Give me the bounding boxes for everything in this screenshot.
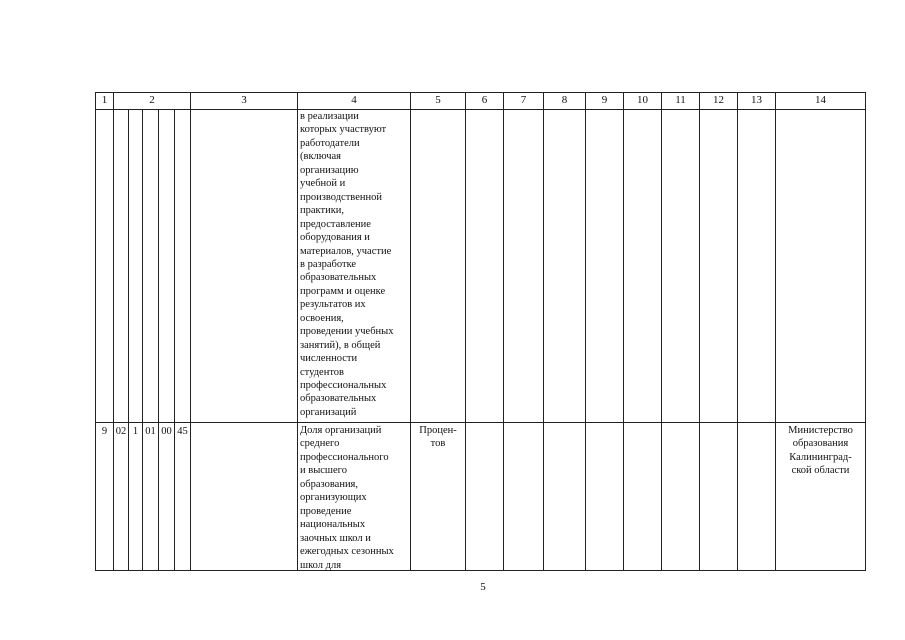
description-line: школ для: [300, 559, 342, 571]
unit-line: тов: [430, 438, 446, 450]
description-line: среднего: [300, 438, 340, 450]
description-line: образования,: [300, 478, 359, 490]
description-line: численности: [300, 353, 358, 365]
description-line: организацию: [300, 164, 359, 176]
col-line: [297, 92, 298, 571]
col-line: [410, 92, 411, 571]
executor-line: образования: [792, 438, 849, 450]
description-line: которых участвуют: [300, 124, 387, 136]
col-line: [465, 92, 466, 571]
code-subcol-line: [174, 109, 175, 571]
description-line: ежегодных сезонных: [300, 546, 394, 558]
header-divider: [95, 109, 866, 110]
col-line: [737, 92, 738, 571]
unit-line: Процен-: [419, 425, 457, 436]
header-cell-14: 14: [815, 94, 826, 106]
col-line: [503, 92, 504, 571]
code-cell: 01: [145, 426, 156, 437]
header-cell-8: 8: [561, 94, 568, 106]
col-line: [699, 92, 700, 571]
code-cell: 45: [177, 426, 188, 437]
description-line: занятий), в общей: [300, 339, 381, 351]
code-cell: 00: [161, 426, 172, 437]
header-cell-12: 12: [713, 94, 724, 106]
description-line: освоения,: [300, 312, 344, 324]
description-line: организаций: [300, 406, 357, 418]
header-cell-3: 3: [241, 94, 247, 106]
table-border-bottom: [95, 570, 866, 571]
description-line: профессиональных: [300, 380, 387, 391]
header-cell-9: 9: [601, 94, 608, 106]
description-line: и высшего: [300, 465, 347, 477]
description-line: в реализации: [300, 111, 359, 122]
executor-line: Калининград-: [789, 451, 852, 463]
header-cell-6: 6: [481, 94, 488, 106]
header-cell-7: 7: [520, 94, 527, 106]
row-divider: [95, 422, 866, 423]
description-line: производственной: [300, 191, 382, 203]
description-line: работодатели: [300, 137, 360, 149]
header-cell-4: 4: [351, 94, 357, 106]
description-line: заочных школ и: [300, 532, 371, 544]
col-line: [775, 92, 776, 571]
description-line: проведение: [300, 505, 352, 517]
code-subcol-line: [128, 109, 129, 571]
description-line: практики,: [300, 205, 345, 217]
header-cell-10: 10: [637, 94, 648, 106]
header-cell-1: 1: [101, 94, 108, 106]
description-line: в разработке: [300, 258, 357, 270]
description-line: программ и оценке: [300, 285, 386, 297]
description-line: предоставление: [300, 218, 371, 230]
col-line: [585, 92, 586, 571]
col-line: [95, 92, 96, 571]
description-line: студентов: [300, 366, 344, 378]
description-line: результатов их: [300, 299, 366, 311]
description-line: проведении учебных: [300, 326, 394, 338]
page-number: 5: [480, 581, 486, 593]
header-cell-5: 5: [435, 94, 441, 106]
header-cell-11: 11: [675, 94, 686, 106]
table-border-top: [95, 92, 866, 93]
row-number: 9: [101, 426, 108, 437]
executor-line: ской области: [791, 465, 850, 477]
col-line: [623, 92, 624, 571]
code-subcol-line: [142, 109, 143, 571]
header-cell-13: 13: [751, 94, 762, 106]
description-line: (включая: [300, 151, 342, 163]
col-line: [113, 92, 114, 571]
description-line: национальных: [300, 519, 366, 531]
description-line: образовательных: [300, 393, 377, 405]
col-line: [661, 92, 662, 571]
description-line: образовательных: [300, 272, 377, 284]
description-line: Доля организаций: [300, 425, 382, 436]
col-line: [865, 92, 866, 571]
col-line: [543, 92, 544, 571]
code-cell: 1: [132, 426, 139, 437]
col-line: [190, 92, 191, 571]
description-line: оборудования и: [300, 232, 370, 244]
executor-line: Министерство: [788, 425, 853, 436]
description-line: профессионального: [300, 451, 389, 463]
code-subcol-line: [158, 109, 159, 571]
code-cell: 02: [115, 426, 127, 437]
description-line: учебной и: [300, 178, 346, 190]
header-cell-2: 2: [149, 94, 155, 106]
indicator-table: [95, 92, 866, 571]
description-line: материалов, участие: [300, 245, 392, 257]
description-line: организующих: [300, 492, 367, 504]
